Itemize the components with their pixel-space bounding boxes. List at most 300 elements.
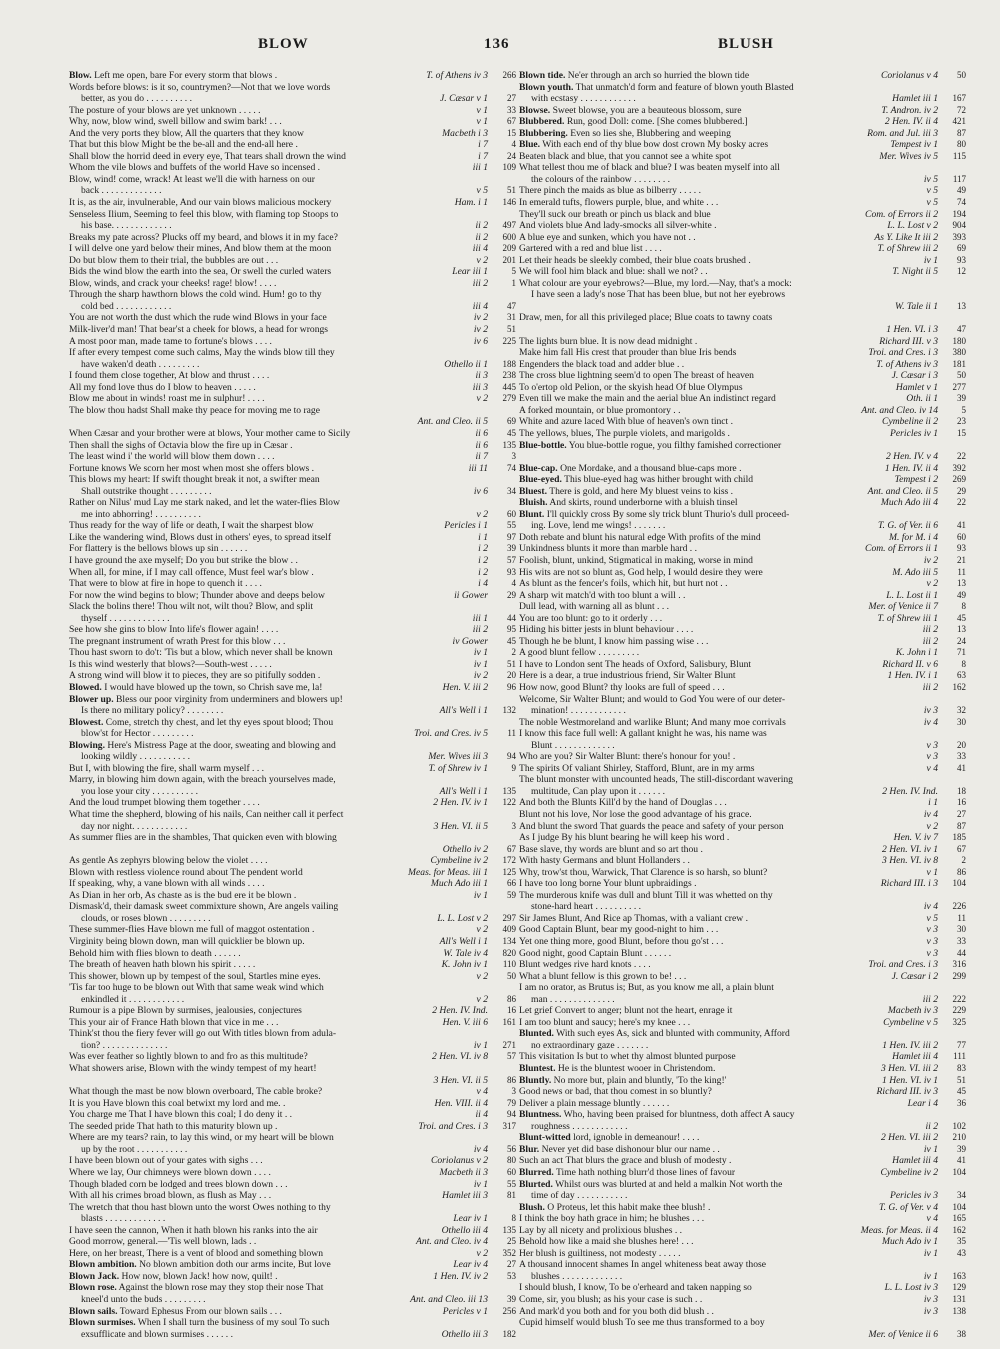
quotation-text (519, 370, 889, 382)
quotation-text (69, 486, 471, 498)
play-reference: 3 Hen. VI. iv 8 (882, 855, 938, 867)
concordance-line (69, 209, 516, 221)
concordance-line (69, 1098, 516, 1110)
line-number: 60 (507, 1166, 516, 1177)
quote: Sir James Blunt, And Rice ap Thomas, with a valiant crew . (519, 912, 748, 924)
concordance-line (519, 440, 966, 452)
play-reference: iv 2 (473, 324, 488, 336)
play-reference: iii 4 (472, 300, 488, 312)
play-reference: v 5 (476, 185, 488, 197)
line-number: 24 (507, 150, 516, 161)
quotation-text (519, 312, 935, 324)
headword: Blubbering. (519, 127, 568, 139)
play-reference: Coriolanus v 2 (430, 1155, 488, 1167)
line-number: 29 (507, 589, 516, 600)
quotation-text (519, 1248, 921, 1260)
play-reference: J. Cæsar i 3 (891, 370, 938, 382)
quotation-text (519, 1109, 935, 1121)
line-number: 226 (952, 901, 966, 912)
quote: I think the boy hath grace in him; he blushes . . . (519, 1213, 705, 1225)
play-reference: Coriolanus v 4 (880, 70, 938, 81)
headword: Bluish. (519, 497, 548, 509)
quote: Lay by all nicety and prolixious blushes . . (519, 1224, 683, 1236)
play-reference: Troi. and Cres. i 3 (418, 1120, 488, 1132)
play-reference: iv 1 (473, 1178, 488, 1190)
quotation-text (519, 728, 935, 740)
line-number: 380 (952, 347, 966, 358)
quote: Why, now, blow wind, swell billow and swim bark! . . . (69, 116, 282, 128)
quote: The breath of heaven hath blown his spirit . . . . . (69, 959, 256, 971)
concordance-line (519, 185, 966, 197)
play-reference: iv 1 (923, 1143, 938, 1155)
concordance-line (519, 243, 966, 255)
play-reference: 2 Hen. VI. iv 8 (432, 1051, 488, 1063)
quote: Whom the vile blows and buffets of the world Have so incensed . (69, 162, 321, 174)
quote: his base. . . . . . . . . . . . . (81, 220, 172, 232)
quote: What tellest thou me of black and blue? I was beaten myself into all (519, 162, 780, 174)
quote: Yet one thing more, good Blunt, before thou go'st . . . (519, 936, 724, 948)
play-reference: iv 1 (923, 1270, 938, 1282)
play-reference: iv 1 (473, 658, 488, 670)
quote: What colour are your eyebrows?—Blue, my lord.—Nay, that's a mock: (519, 277, 792, 289)
line-number: 41 (957, 520, 966, 531)
line-number: 393 (952, 231, 966, 242)
concordance-line (519, 959, 966, 971)
concordance-line (69, 694, 516, 706)
concordance-line (69, 532, 516, 544)
line-number: 67 (507, 843, 516, 854)
concordance-line (519, 1317, 966, 1329)
quote: Where are my tears? rain, to lay this wind, or my heart will be blown (69, 1132, 334, 1144)
quotation-text (519, 821, 924, 833)
quote: For flattery is the bellows blows up sin . . . . . . (69, 543, 248, 555)
concordance-line (519, 82, 966, 94)
quotation-text (519, 1051, 889, 1063)
play-reference: v 5 (926, 197, 938, 209)
line-number: 8 (511, 1213, 516, 1224)
quotation-text (69, 763, 426, 775)
play-reference: J. Cæsar v 1 (440, 93, 488, 105)
concordance-line (69, 497, 516, 509)
concordance-line (69, 936, 516, 948)
line-number: 13 (957, 300, 966, 311)
quote: Hiding his bitter jests in blunt behaviour . . . . (519, 624, 694, 636)
concordance-line (519, 151, 966, 163)
quotation-text (69, 1225, 439, 1237)
quotation-text (519, 878, 878, 890)
play-reference: iv 6 (473, 485, 488, 497)
concordance-line (519, 659, 966, 671)
quote: His wits are not so blunt as, God help, I would desire they were (519, 566, 763, 578)
play-reference: Cymbeline iv 2 (880, 1166, 938, 1178)
quote: Never yet did base dishonour blur our name . . (541, 1143, 720, 1155)
quotation-text (519, 901, 921, 913)
concordance-line (69, 1190, 516, 1202)
play-reference: T. of Athens iv 3 (426, 70, 488, 81)
line-number: 93 (957, 543, 966, 554)
quotation-text (519, 936, 924, 948)
concordance-line (519, 359, 966, 371)
line-number: 21 (957, 554, 966, 565)
play-reference: v 1 (476, 116, 488, 128)
quote: See how she gins to blow Into life's flower again! . . . . (69, 624, 279, 636)
play-reference: Meas. for Meas. ii 4 (860, 1224, 938, 1236)
play-reference: Hen. VIII. ii 4 (434, 1097, 488, 1109)
line-number: 109 (502, 162, 516, 173)
line-number: 271 (502, 1039, 516, 1050)
concordance-line (519, 393, 966, 405)
quotation-text (519, 1271, 921, 1283)
line-number: 74 (507, 462, 516, 473)
concordance-line (69, 913, 516, 925)
line-number: 35 (957, 1236, 966, 1247)
quote: Rumour is a pipe Blown by surmises, jealousies, conjectures (69, 1005, 302, 1017)
concordance-line (69, 774, 516, 786)
line-number: 138 (952, 1305, 966, 1316)
play-reference: iv 3 (923, 705, 938, 717)
quote: Blown with restless violence round about The pendent world (69, 866, 303, 878)
play-reference: Richard II. v 6 (882, 658, 938, 670)
concordance-line (69, 486, 516, 498)
headword: Blow. (69, 70, 92, 81)
quote: This blows my heart: If swift thought break it not, a swifter mean (69, 474, 320, 486)
line-number: 20 (957, 739, 966, 750)
line-number: 904 (952, 220, 966, 231)
concordance-line (69, 578, 516, 590)
quote: I should blush, I know, To be o'erheard and taken napping so (519, 1282, 752, 1294)
quotation-text (69, 209, 485, 221)
headword: Blower up. (69, 693, 114, 705)
concordance-line (519, 93, 966, 105)
line-number: 79 (507, 1097, 516, 1108)
line-number: 18 (957, 785, 966, 796)
play-reference: Hen. V. iv 7 (893, 832, 938, 844)
concordance-line (519, 774, 966, 786)
quotation-text (69, 370, 472, 382)
quotation-text (519, 567, 889, 579)
headword: Bluntest. (519, 1063, 556, 1075)
line-number: 209 (502, 243, 516, 254)
concordance-line (69, 636, 516, 648)
quote: Here's Mistress Page at the door, sweating and blowing and (107, 739, 336, 751)
concordance-line (519, 624, 966, 636)
line-number: 80 (507, 1155, 516, 1166)
quotation-text (69, 670, 471, 682)
quotation-text (519, 809, 921, 821)
quotation-text (519, 532, 886, 544)
quote: As Dian in her orb, As chaste as is the bud ere it be blown . (69, 889, 297, 901)
line-number: 51 (507, 324, 516, 335)
concordance-line (69, 670, 516, 682)
play-reference: T. of Shrew iii 2 (877, 243, 938, 255)
play-reference: ii 2 (475, 220, 488, 232)
concordance-line (519, 1306, 966, 1318)
quote: With each end of thy blue bow dost crown My bosky acres (542, 139, 769, 151)
concordance-line (69, 393, 516, 405)
quote: And skirts, round underborne with a bluish tinsel (549, 497, 738, 509)
line-number: 317 (502, 1120, 516, 1131)
play-reference: iii 4 (472, 243, 488, 255)
quotation-text (69, 1306, 440, 1318)
quotation-text (69, 162, 470, 174)
concordance-line (69, 1213, 516, 1225)
headword: Blue-cap. (519, 462, 558, 474)
quotation-text (519, 474, 892, 486)
concordance-line (519, 821, 966, 833)
concordance-line (519, 324, 966, 336)
concordance-line (69, 347, 516, 359)
play-reference: Othello iii 4 (441, 1224, 488, 1236)
play-reference: All's Well i 1 (439, 936, 488, 948)
quote: Blunt not his love, Nor lose the good advantage of his grace. (519, 809, 752, 820)
concordance-line (69, 959, 516, 971)
quote: Make him fall His crest that prouder than blue Iris bends (519, 347, 737, 359)
line-number: 32 (957, 705, 966, 716)
quotation-text (69, 797, 430, 809)
line-number: 51 (507, 658, 516, 669)
line-number: 167 (952, 93, 966, 104)
play-reference: ii 3 (475, 370, 488, 382)
quotation-text (69, 1179, 471, 1191)
quotation-text (69, 359, 441, 371)
quote: Where we lay, Our chimneys were blown down . . . . (69, 1166, 271, 1178)
line-number: 66 (507, 878, 516, 889)
line-number: 132 (502, 705, 516, 716)
concordance-line (519, 901, 966, 913)
quotation-text (519, 105, 878, 117)
quote: With such eyes As, sick and blunted with community, Afford (556, 1028, 790, 1040)
quotation-text (69, 174, 485, 186)
line-number: 8 (961, 658, 966, 669)
line-number: 47 (507, 300, 516, 311)
play-reference: v 3 (926, 739, 938, 751)
quote: Let their heads be sleekly combed, their blue coats brushed . (519, 254, 751, 266)
line-number: 445 (502, 381, 516, 392)
line-number: 50 (957, 70, 966, 80)
quotation-text (519, 797, 925, 809)
quote: I will delve one yard below their mines, And blow them at the moon (69, 243, 332, 255)
play-reference: iv 3 (923, 1293, 938, 1305)
line-number: 50 (507, 970, 516, 981)
concordance-line (519, 197, 966, 209)
quotation-text (69, 543, 475, 555)
quotation-text (519, 590, 883, 602)
line-number: 16 (507, 1005, 516, 1016)
play-reference: Meas. for Meas. iii 1 (408, 866, 488, 878)
quote: The wretch that thou hast blown unto the worst Owes nothing to thy (69, 1201, 331, 1213)
quote: Shall outstrike thought . . . . . . . . . (81, 485, 212, 497)
quotation-text (519, 1225, 858, 1237)
quotation-text (69, 590, 451, 602)
quote: And the very ports they blow, All the quarters that they know (69, 127, 304, 139)
play-reference: Com. of Errors ii 2 (865, 208, 938, 220)
play-reference: i 2 (478, 566, 488, 578)
quote: Blow, winds, and crack your cheeks! rage! blow! . . . . (69, 277, 277, 289)
headword: Blurted. (519, 1178, 553, 1190)
line-number: 50 (957, 370, 966, 381)
concordance-line (519, 1167, 966, 1179)
quotation-text (69, 243, 470, 255)
quotation-text (519, 1028, 935, 1040)
concordance-line (69, 682, 516, 694)
concordance-line (69, 266, 516, 278)
line-number: 3 (511, 820, 516, 831)
line-number: 162 (952, 1224, 966, 1235)
quote: Then shall the sighs of Octavia blow the fire up in Cæsar . (69, 439, 293, 451)
line-number: 36 (957, 1097, 966, 1108)
concordance-line (519, 1236, 966, 1248)
quote: Blunt wedges rive hard knots . . . . (519, 959, 651, 971)
line-number: 111 (953, 1051, 966, 1062)
concordance-line (519, 1109, 966, 1121)
line-number: 8 (961, 601, 966, 612)
quotation-text (519, 70, 878, 82)
play-reference: v 2 (476, 254, 488, 266)
concordance-line (69, 405, 516, 417)
play-reference: iv 4 (923, 716, 938, 728)
concordance-line (69, 1282, 516, 1294)
quote: Good night, good Captain Blunt . . . . . . (519, 947, 672, 959)
concordance-line (69, 1236, 516, 1248)
play-reference: Hen. V. iii 6 (442, 1016, 488, 1028)
play-reference: L. L. Lost v 2 (437, 912, 488, 924)
line-number: 33 (957, 936, 966, 947)
headword: Blue-bottle. (519, 439, 567, 451)
quote: day nor night. . . . . . . . . . . . (81, 820, 188, 832)
play-reference: v 2 (476, 393, 488, 405)
quotation-text (69, 185, 474, 197)
quote: have waken'd death . . . . . . . . . (81, 358, 200, 370)
quotation-text (69, 682, 440, 694)
quote: you lose your city . . . . . . . . . . (81, 785, 198, 797)
quote: There pinch the maids as blue as bilberry . . . . . (519, 185, 701, 197)
concordance-line (69, 624, 516, 636)
line-number: 51 (507, 185, 516, 196)
play-reference: i 4 (478, 578, 488, 590)
concordance-line (69, 151, 516, 163)
quotation-text (69, 1017, 440, 1029)
concordance-line (519, 705, 966, 717)
quotation-text (69, 740, 485, 752)
line-number: 47 (957, 324, 966, 335)
play-reference: K. John iv 1 (441, 959, 488, 971)
quote: mination! . . . . . . . . . . . . (531, 705, 626, 717)
quotation-text (69, 220, 472, 232)
concordance-line (69, 590, 516, 602)
concordance-line (69, 659, 516, 671)
quote: A thousand innocent shames In angel whiteness beat away those (519, 1259, 766, 1271)
concordance-line (69, 1109, 516, 1121)
line-number: 13 (957, 624, 966, 635)
play-reference: Ant. and Cleo. iv 4 (416, 1236, 488, 1248)
quotation-text (519, 1317, 935, 1329)
quote: Whilst ours was blurted at and held a malkin Not worth the (555, 1178, 783, 1190)
quotation-text (69, 959, 439, 971)
line-number: 45 (957, 612, 966, 623)
quotation-text (69, 232, 472, 244)
play-reference: Lear iii 1 (452, 266, 488, 278)
concordance-line (69, 994, 516, 1006)
quote: Fortune knows We scorn her most when most she offers blows . (69, 462, 315, 474)
quotation-text (69, 289, 485, 301)
play-reference: 3 Hen. VI. iii 2 (880, 1063, 938, 1075)
quotation-text (69, 913, 434, 925)
line-number: 27 (507, 93, 516, 104)
concordance-line (519, 740, 966, 752)
line-number: 33 (957, 751, 966, 762)
quotation-text (69, 1329, 439, 1341)
play-reference: iii 2 (472, 277, 488, 289)
play-reference: Much Ado iii 1 (430, 878, 488, 890)
concordance-line (519, 994, 966, 1006)
quotation-text (519, 416, 879, 428)
concordance-line (519, 1132, 966, 1144)
play-reference: Much Ado iii 4 (880, 497, 938, 509)
quote: Bids the wind blow the earth into the sea, Or swell the curled waters (69, 266, 332, 278)
quote: Blunt . . . . . . . . . . . . . (531, 739, 615, 751)
concordance-line (519, 890, 966, 902)
play-reference: 2 Hen. IV. Ind. (882, 785, 938, 797)
quote: And violets blue And lady-smocks all silver-white . (519, 220, 717, 232)
concordance-line (519, 1121, 966, 1133)
headword: Blunt. (519, 508, 545, 520)
concordance-line (519, 451, 966, 463)
concordance-line (519, 555, 966, 567)
line-number: 297 (502, 912, 516, 923)
play-reference: Richard III. iv 3 (876, 1086, 938, 1098)
play-reference: Hamlet iii 1 (892, 93, 938, 105)
play-reference: Othello iii 3 (441, 1328, 488, 1340)
play-reference: v 2 (476, 970, 488, 982)
quote: I found them close together, At blow and thrust . . . . (69, 370, 270, 382)
play-reference: Macbeth ii 3 (439, 1166, 488, 1178)
line-number: 225 (502, 335, 516, 346)
play-reference: iii 3 (472, 381, 488, 393)
quote: with ecstasy . . . . . . . . . . . . (531, 93, 636, 105)
concordance-line (69, 1132, 516, 1144)
line-number: 27 (957, 809, 966, 819)
concordance-line (519, 948, 966, 960)
quotation-text (519, 786, 879, 798)
quotation-text (519, 543, 862, 555)
headword: Blown youth. (519, 81, 574, 93)
line-number: 22 (957, 497, 966, 508)
quotation-text (69, 266, 449, 278)
quotation-text (519, 278, 935, 290)
concordance-line (69, 370, 516, 382)
quotation-text (69, 867, 405, 879)
quotation-text (519, 636, 920, 648)
play-reference: iii 2 (922, 993, 938, 1005)
quotation-text (519, 336, 876, 348)
quotation-text (519, 763, 924, 775)
quotation-text (519, 1190, 887, 1202)
concordance-line (519, 1051, 966, 1063)
concordance-line (69, 821, 516, 833)
play-reference: Lear iv 4 (453, 1259, 488, 1271)
concordance-line (69, 197, 516, 209)
quotation-text (519, 1306, 921, 1318)
line-number: 4 (511, 578, 516, 589)
concordance-line (519, 1075, 966, 1087)
play-reference: Mer. Wives iv 5 (879, 150, 938, 162)
concordance-line (69, 70, 516, 82)
quote: The posture of your blows are yet unknown . . . . . (69, 104, 261, 116)
concordance-line (519, 590, 966, 602)
quotation-text (69, 751, 425, 763)
line-number: 31 (507, 312, 516, 323)
line-number: 110 (502, 959, 516, 970)
